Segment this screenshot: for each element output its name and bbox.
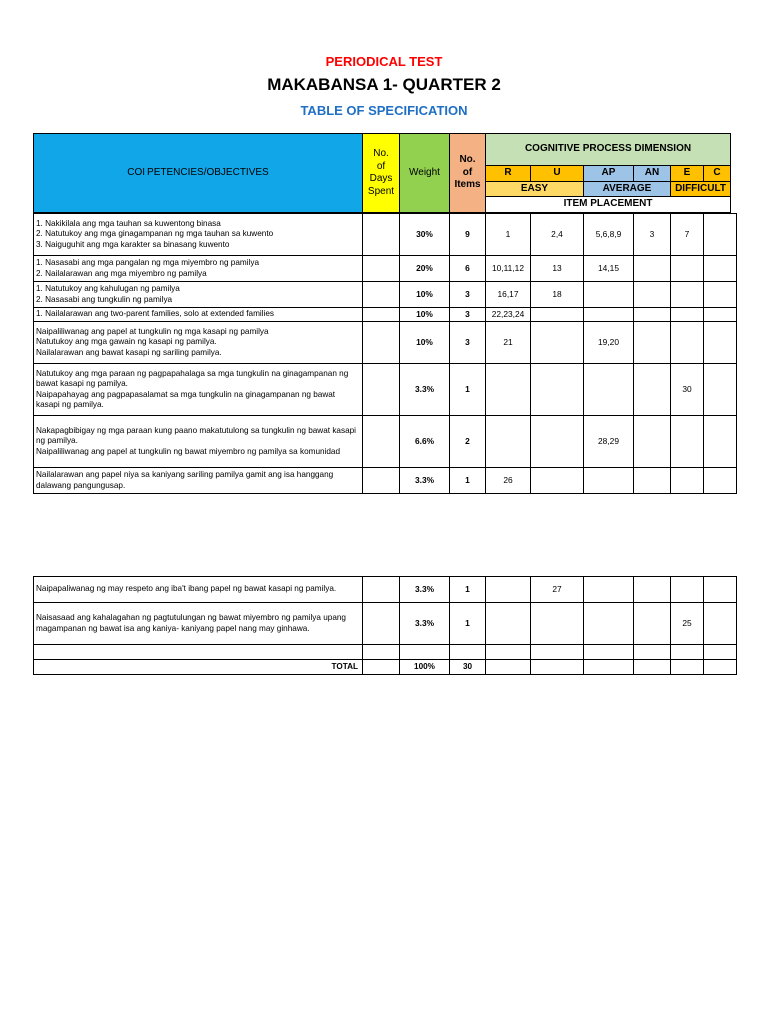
- items-cell: 2: [450, 416, 486, 468]
- u-cell: [531, 468, 584, 494]
- table-row: [34, 322, 737, 364]
- items-cell: 3: [450, 322, 486, 364]
- items-cell: 6: [450, 256, 486, 282]
- ap-cell: [584, 308, 634, 322]
- header-e: E: [671, 166, 704, 182]
- items-cell: 1: [450, 364, 486, 416]
- objective-cell: 1. Natutukoy ang kahulugan ng pamilya 2. Nasasabi ang tungkulin ng pamilya: [34, 282, 363, 308]
- u-cell: [531, 603, 584, 645]
- r-cell: 22,23,24: [486, 308, 531, 322]
- blank-row: [34, 645, 737, 660]
- header-ap: AP: [584, 166, 634, 182]
- tos-body-table-2: [33, 576, 737, 675]
- table-row: [34, 416, 737, 468]
- days-cell: [363, 308, 400, 322]
- table-row: [34, 364, 737, 416]
- weight-cell: 10%: [400, 322, 450, 364]
- days-label-1: No.: [373, 148, 389, 159]
- an-cell: [634, 364, 671, 416]
- days-cell: [363, 256, 400, 282]
- table-row: [34, 603, 737, 645]
- items-cell: 3: [450, 282, 486, 308]
- table-row: [34, 577, 737, 603]
- header-competencies: COΙ PETENCIES/OBJECTIVES: [34, 134, 363, 213]
- total-row: [34, 660, 737, 675]
- days-cell: [363, 214, 400, 256]
- r-cell: [486, 416, 531, 468]
- c-cell: [704, 468, 737, 494]
- u-cell: 13: [531, 256, 584, 282]
- header-r: R: [486, 166, 531, 182]
- objective-cell: 1. Nakikilala ang mga tauhan sa kuwentong binasa 2. Natutukoy ang mga ginagampanan ng mga tauhan sa kuwento 3. Naiguguhit ang mga karakter sa binasang kuwento: [34, 214, 363, 256]
- an-cell: [634, 603, 671, 645]
- ap-cell: [584, 364, 634, 416]
- e-cell: [671, 416, 704, 468]
- c-cell: [704, 282, 737, 308]
- weight-cell: 3.3%: [400, 364, 450, 416]
- an-cell: [634, 468, 671, 494]
- r-cell: [486, 577, 531, 603]
- weight-cell: 3.3%: [400, 603, 450, 645]
- e-cell: [671, 577, 704, 603]
- days-cell: [363, 416, 400, 468]
- header-difficult: DIFFICULT: [671, 181, 731, 197]
- items-label-2: of: [462, 166, 473, 178]
- header-cognitive: COGNITIVE PROCESS DIMENSION: [486, 134, 731, 166]
- header-days: [363, 134, 400, 213]
- an-cell: [634, 282, 671, 308]
- header-u: U: [531, 166, 584, 182]
- table-row: [34, 256, 737, 282]
- weight-cell: 3.3%: [400, 577, 450, 603]
- ap-cell: 14,15: [584, 256, 634, 282]
- r-cell: 26: [486, 468, 531, 494]
- days-label-4: Spent: [367, 185, 395, 197]
- days-cell: [363, 603, 400, 645]
- u-cell: [531, 416, 584, 468]
- r-cell: 1: [486, 214, 531, 256]
- weight-cell: 30%: [400, 214, 450, 256]
- days-label-3: Days: [369, 173, 393, 184]
- ap-cell: 5,6,8,9: [584, 214, 634, 256]
- e-cell: 7: [671, 214, 704, 256]
- header-c: C: [704, 166, 731, 182]
- table-row: [34, 214, 737, 256]
- ap-cell: [584, 468, 634, 494]
- items-label-3: Items: [454, 179, 481, 191]
- tos-title: TABLE OF SPECIFICATION: [300, 103, 468, 118]
- total-items: 30: [450, 660, 486, 675]
- c-cell: [704, 322, 737, 364]
- items-label-1: No.: [459, 154, 476, 166]
- c-cell: [704, 214, 737, 256]
- objective-cell: Nailalarawan ang papel niya sa kaniyang sariling pamilya gamit ang isa hanggang dalawang pangungusap.: [34, 468, 363, 494]
- e-cell: [671, 308, 704, 322]
- c-cell: [704, 308, 737, 322]
- c-cell: [704, 416, 737, 468]
- tos-rows-continued: [34, 577, 737, 645]
- objective-cell: 1. Nailalarawan ang two-parent families, solo at extended families: [34, 308, 363, 322]
- days-cell: [363, 468, 400, 494]
- weight-cell: 20%: [400, 256, 450, 282]
- days-cell: [363, 364, 400, 416]
- ap-cell: [584, 282, 634, 308]
- e-cell: [671, 282, 704, 308]
- items-cell: 1: [450, 577, 486, 603]
- r-cell: 10,11,12: [486, 256, 531, 282]
- u-cell: [531, 364, 584, 416]
- tos-total-section: [34, 645, 737, 675]
- u-cell: 27: [531, 577, 584, 603]
- c-cell: [704, 364, 737, 416]
- items-cell: 3: [450, 308, 486, 322]
- tos-header-table: [33, 133, 731, 213]
- header-item-placement: ITEM PLACEMENT: [486, 197, 731, 213]
- weight-cell: 10%: [400, 308, 450, 322]
- weight-cell: 3.3%: [400, 468, 450, 494]
- u-cell: [531, 308, 584, 322]
- r-cell: 21: [486, 322, 531, 364]
- objective-cell: Naisasaad ang kahalagahan ng pagtutulungan ng bawat miyembro ng pamilya upang magampanan ng bawat isa ang kaniya- kaniyang papel nang may ginhawa.: [34, 603, 363, 645]
- e-cell: 30: [671, 364, 704, 416]
- e-cell: [671, 468, 704, 494]
- u-cell: 2,4: [531, 214, 584, 256]
- ap-cell: 28,29: [584, 416, 634, 468]
- subject-title: MAKABANSA 1- QUARTER 2: [267, 75, 501, 94]
- u-cell: [531, 322, 584, 364]
- header-easy: EASY: [486, 181, 584, 197]
- weight-cell: 10%: [400, 282, 450, 308]
- objective-cell: Natutukoy ang mga paraan ng pagpapahalaga sa mga tungkulin na ginagampanan ng bawat kasapi ng pamilya. Naipapahayag ang pagpapasalamat sa mga tungkulin na ginagampanan ng bawat kasapi ng pamilya.: [34, 364, 363, 416]
- days-label-2: of: [376, 160, 386, 172]
- an-cell: 3: [634, 214, 671, 256]
- periodical-test-title: PERIODICAL TEST: [325, 54, 443, 69]
- r-cell: [486, 603, 531, 645]
- c-cell: [704, 603, 737, 645]
- an-cell: [634, 256, 671, 282]
- days-cell: [363, 577, 400, 603]
- table-row: [34, 308, 737, 322]
- e-cell: [671, 256, 704, 282]
- objective-cell: Nakapagbibigay ng mga paraan kung paano makatutulong sa tungkulin ng bawat kasapi ng pamilya. Naipaliliwanag ang papel at tungkulin ng bawat miyembro ng pamilya sa komunidad: [34, 416, 363, 468]
- header-average: AVERAGE: [584, 181, 671, 197]
- total-weight: 100%: [400, 660, 450, 675]
- tos-body-table-1: [33, 213, 737, 494]
- total-label: TOTAL: [34, 660, 363, 675]
- e-cell: [671, 322, 704, 364]
- table-row: [34, 282, 737, 308]
- header-items: [450, 134, 486, 213]
- items-cell: 9: [450, 214, 486, 256]
- items-cell: 1: [450, 468, 486, 494]
- c-cell: [704, 577, 737, 603]
- an-cell: [634, 308, 671, 322]
- objective-cell: 1. Nasasabi ang mga pangalan ng mga miyembro ng pamilya 2. Nailalarawan ang mga miyembro ng pamilya: [34, 256, 363, 282]
- days-cell: [363, 322, 400, 364]
- u-cell: 18: [531, 282, 584, 308]
- objective-cell: Naipaliliwanag ang papel at tungkulin ng mga kasapi ng pamilya Natutukoy ang mga gawain ng kasapi ng pamilya. Nailalarawan ang bawat kasapi ng sariling pamilya.: [34, 322, 363, 364]
- days-cell: [363, 282, 400, 308]
- ap-cell: 19,20: [584, 322, 634, 364]
- header-an: AN: [634, 166, 671, 182]
- items-cell: 1: [450, 603, 486, 645]
- ap-cell: [584, 603, 634, 645]
- c-cell: [704, 256, 737, 282]
- tos-rows: [34, 214, 737, 494]
- an-cell: [634, 577, 671, 603]
- e-cell: 25: [671, 603, 704, 645]
- header-weight: Weight: [400, 134, 450, 213]
- an-cell: [634, 416, 671, 468]
- r-cell: [486, 364, 531, 416]
- objective-cell: Naipapaliwanag ng may respeto ang iba't ibang papel ng bawat kasapi ng pamilya.: [34, 577, 363, 603]
- weight-cell: 6.6%: [400, 416, 450, 468]
- ap-cell: [584, 577, 634, 603]
- table-row: [34, 468, 737, 494]
- r-cell: 16,17: [486, 282, 531, 308]
- an-cell: [634, 322, 671, 364]
